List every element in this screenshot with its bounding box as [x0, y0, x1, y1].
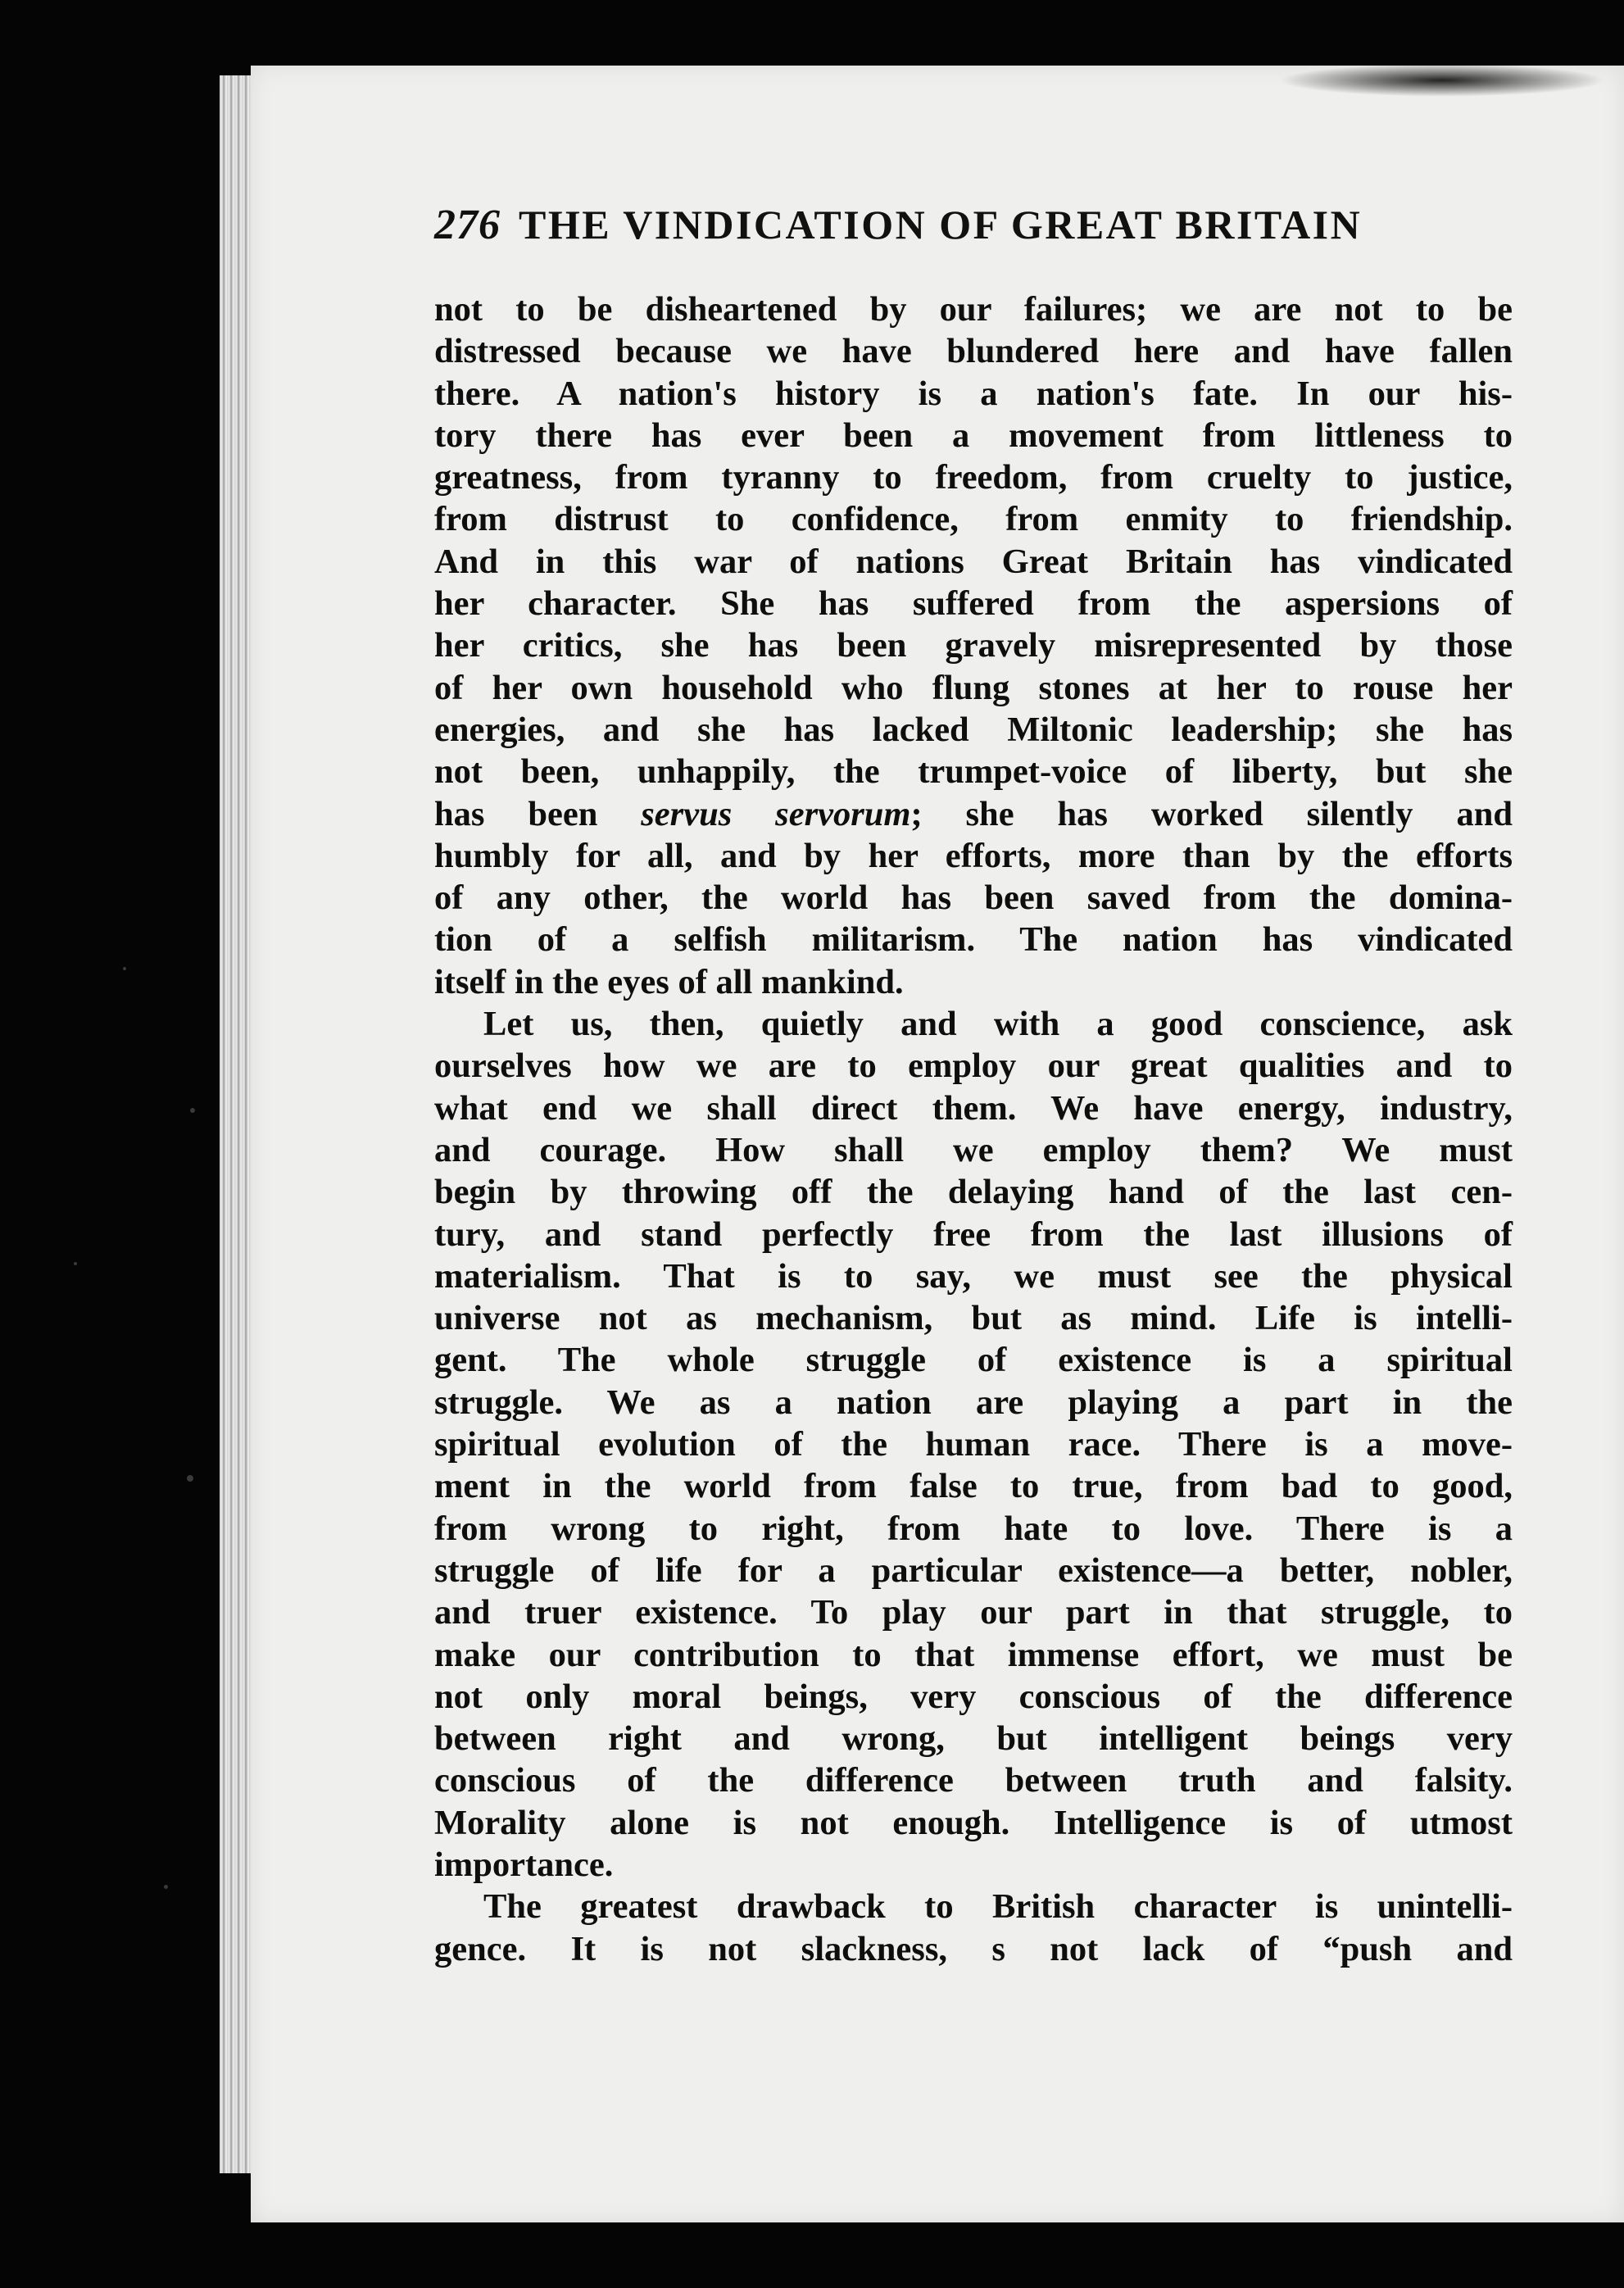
page-number: 276: [434, 202, 501, 248]
italic-phrase: servus servorum: [641, 794, 911, 833]
speckle: [74, 1262, 77, 1265]
text-line: gent. The whole struggle of existence is a spiritual: [434, 1341, 1513, 1380]
text-line: Morality alone is not enough. Intelligence is of utmost: [434, 1803, 1513, 1842]
text-line: conscious of the difference between truth and falsity.: [434, 1761, 1513, 1800]
text-fragment: ; she has worked silently and: [910, 794, 1513, 833]
page-header: [434, 201, 1516, 258]
text-line: from wrong to right, from hate to love. There is a: [434, 1509, 1513, 1548]
text-line: from distrust to confidence, from enmity to friendship.: [434, 500, 1513, 539]
text-line: her critics, she has been gravely misrepresented by those: [434, 626, 1513, 665]
text-line: and truer existence. To play our part in that struggle, to: [434, 1593, 1513, 1632]
page-fold-shadow: [1278, 64, 1606, 97]
text-line: And in this war of nations Great Britain has vindicated: [434, 542, 1513, 581]
text-line: what end we shall direct them. We have energy, industry,: [434, 1088, 1513, 1128]
text-line: not been, unhappily, the trumpet-voice of liberty, but she: [434, 752, 1513, 792]
text-line: humbly for all, and by her efforts, more than by the efforts: [434, 836, 1513, 875]
text-line: ourselves how we are to employ our great qualities and to: [434, 1046, 1513, 1086]
text-line: of her own household who flung stones at her to rouse her: [434, 668, 1513, 707]
text-line: there. A nation's history is a nation's fate. In our his-: [434, 374, 1513, 413]
text-line: gence. It is not slackness, s not lack of “push and: [434, 1929, 1513, 1968]
text-line: tory there has ever been a movement from littleness to: [434, 415, 1513, 455]
text-line: universe not as mechanism, but as mind. Life is intelli-: [434, 1299, 1513, 1338]
text-line: between right and wrong, but intelligent beings very: [434, 1719, 1513, 1759]
speckle: [190, 1108, 195, 1113]
body-text: [434, 288, 1513, 1970]
running-head: THE VINDICATION OF GREAT BRITAIN: [519, 202, 1363, 247]
text-line: begin by throwing off the delaying hand of the last cen-: [434, 1173, 1513, 1212]
text-line: itself in the eyes of all mankind.: [434, 962, 904, 1001]
speckle: [123, 967, 126, 970]
text-line: struggle. We as a nation are playing a part in the: [434, 1382, 1513, 1422]
speckle: [164, 1885, 168, 1889]
text-line: tion of a selfish militarism. The nation has vindicated: [434, 920, 1513, 960]
text-line-servus: [434, 793, 1513, 835]
text-line: struggle of life for a particular existence—a better, nobler,: [434, 1550, 1513, 1590]
text-line: energies, and she has lacked Miltonic leadership; she has: [434, 710, 1513, 749]
text-line: and courage. How shall we employ them? We must: [434, 1130, 1513, 1169]
text-line: importance.: [434, 1845, 614, 1884]
text-line: ment in the world from false to true, from bad to good,: [434, 1467, 1513, 1506]
book-page-edges: [220, 75, 254, 2173]
speckle: [187, 1475, 193, 1482]
text-line: not to be disheartened by our failures; we are not to be: [434, 290, 1513, 329]
text-line: of any other, the world has been saved from the domina-: [434, 878, 1513, 918]
text-line: greatness, from tyranny to freedom, from cruelty to justice,: [434, 458, 1513, 497]
text-line: not only moral beings, very conscious of the difference: [434, 1677, 1513, 1716]
text-line: spiritual evolution of the human race. There is a move-: [434, 1425, 1513, 1464]
text-line: distressed because we have blundered here and have fallen: [434, 332, 1513, 371]
paragraph-first-line: The greatest drawback to British character is unintelli-: [483, 1887, 1513, 1927]
text-line: make our contribution to that immense effort, we must be: [434, 1635, 1513, 1674]
text-line: her character. She has suffered from the aspersions of: [434, 584, 1513, 624]
text-fragment: has been: [434, 794, 642, 833]
text-line: tury, and stand perfectly free from the last illusions of: [434, 1214, 1513, 1254]
paragraph-first-line: Let us, then, quietly and with a good conscience, ask: [483, 1005, 1513, 1044]
text-line: materialism. That is to say, we must see the physical: [434, 1256, 1513, 1296]
